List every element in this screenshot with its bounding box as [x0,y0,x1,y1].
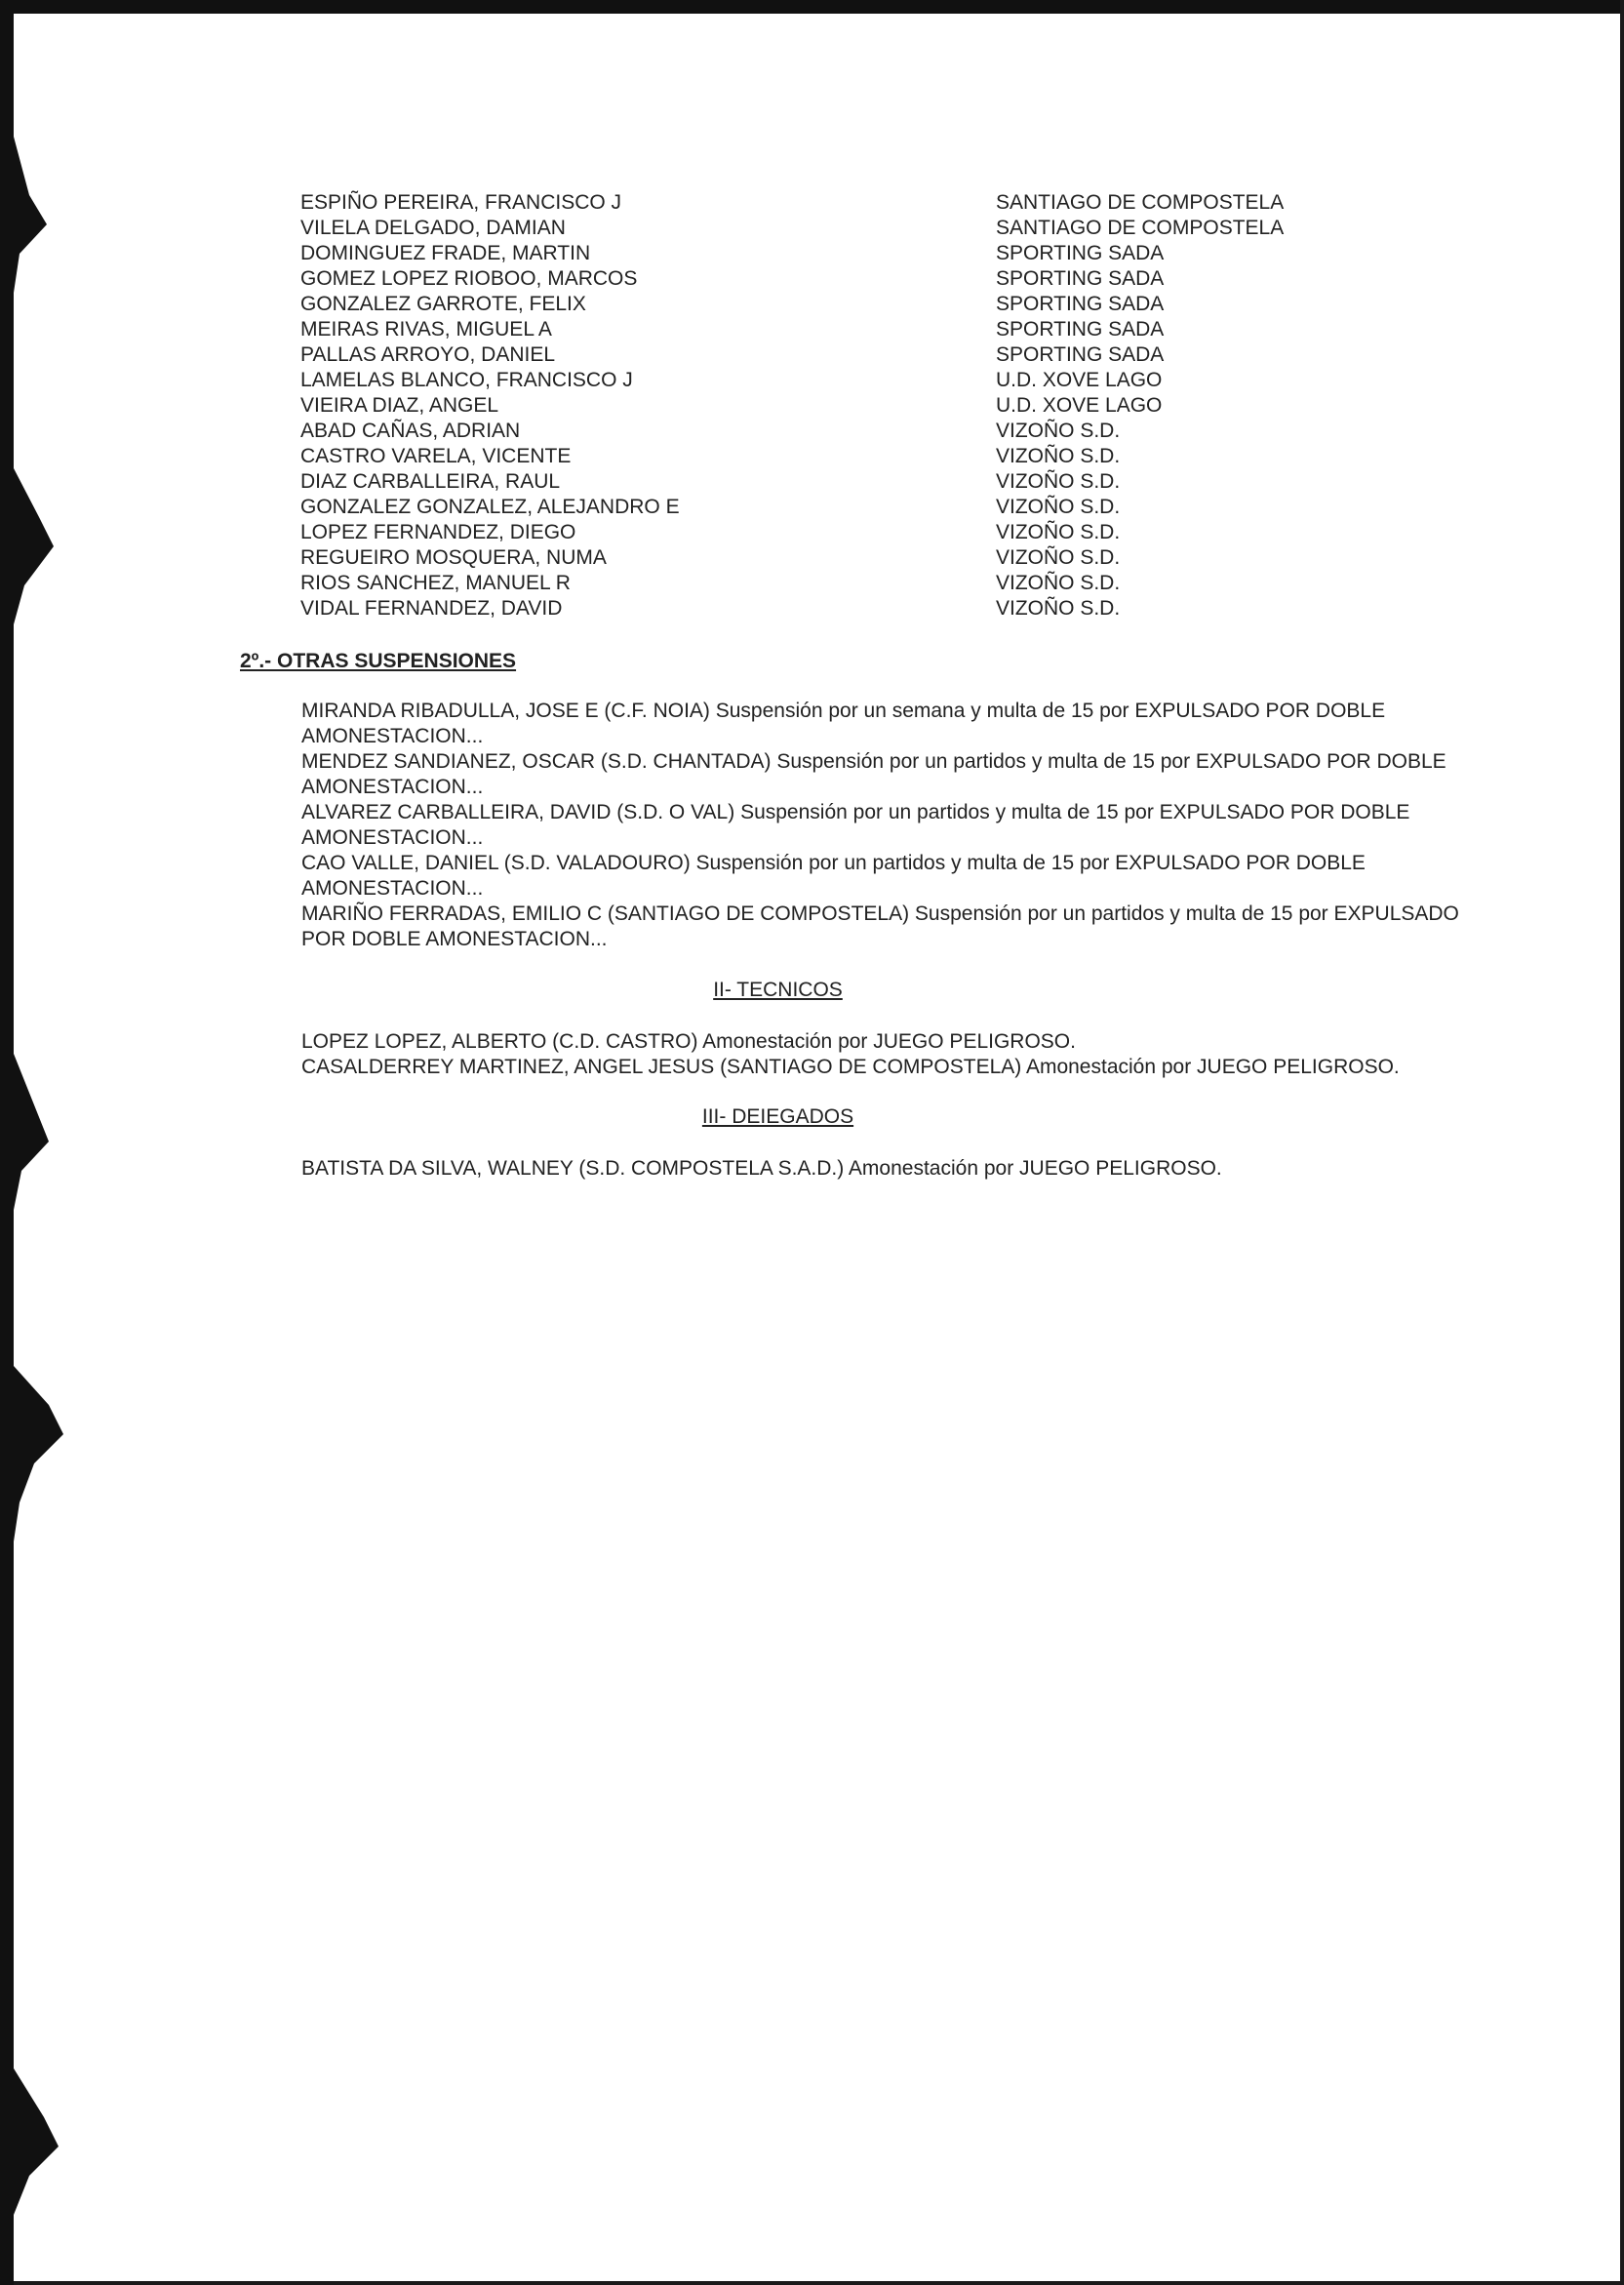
player-club: SANTIAGO DE COMPOSTELA [996,217,1285,239]
player-name: MEIRAS RIVAS, MIGUEL A [300,318,552,341]
delegado-item: BATISTA DA SILVA, WALNEY (S.D. COMPOSTELA S.A.D.) Amonestación por JUEGO PELIGROSO. [301,1157,1222,1180]
player-name: VIDAL FERNANDEZ, DAVID [300,597,563,620]
player-name: VIEIRA DIAZ, ANGEL [300,394,499,417]
player-name: CASTRO VARELA, VICENTE [300,445,572,467]
player-name: DOMINGUEZ FRADE, MARTIN [300,242,591,264]
player-row [300,190,1373,216]
tecnicos-list [301,1029,1569,1080]
player-club: VIZOÑO S.D. [996,420,1121,442]
player-row [300,495,1373,520]
player-name: ESPIÑO PEREIRA, FRANCISCO J [300,191,622,214]
tecnico-item: LOPEZ LOPEZ, ALBERTO (C.D. CASTRO) Amonestación por JUEGO PELIGROSO. [301,1030,1076,1053]
player-row [300,596,1373,621]
tecnico-item: CASALDERREY MARTINEZ, ANGEL JESUS (SANTIAGO DE COMPOSTELA) Amonestación por JUEGO PELIGROSO. [301,1056,1400,1078]
player-name: REGUEIRO MOSQUERA, NUMA [300,546,607,569]
player-name: VILELA DELGADO, DAMIAN [300,217,566,239]
player-name: GOMEZ LOPEZ RIOBOO, MARCOS [300,267,638,290]
player-row [300,393,1373,419]
player-name: LAMELAS BLANCO, FRANCISCO J [300,369,633,391]
suspended-players-list [300,190,1373,621]
player-row [300,241,1373,266]
player-club: VIZOÑO S.D. [996,496,1121,518]
player-club: VIZOÑO S.D. [996,470,1121,493]
player-club: SPORTING SADA [996,293,1165,315]
player-row [300,342,1373,368]
player-club: U.D. XOVE LAGO [996,394,1163,417]
player-row [300,292,1373,317]
player-row [300,469,1373,495]
delegados-list [301,1156,1569,1182]
player-name: GONZALEZ GARROTE, FELIX [300,293,586,315]
player-name: DIAZ CARBALLEIRA, RAUL [300,470,561,493]
suspension-item: CAO VALLE, DANIEL (S.D. VALADOURO) Suspensión por un partidos y multa de 15 por EXPULSADO POR DOBLE AMONESTACION... [301,852,1366,900]
player-name: PALLAS ARROYO, DANIEL [300,343,556,366]
section-title-otras-suspensiones: 2º.- OTRAS SUSPENSIONES [240,650,517,672]
section-title-delegados: III- DEIEGADOS [701,1105,854,1128]
player-club: VIZOÑO S.D. [996,546,1121,569]
suspension-item: MIRANDA RIBADULLA, JOSE E (C.F. NOIA) Suspensión por un semana y multa de 15 por EXPULSADO POR DOBLE AMONESTACION... [301,700,1386,747]
player-row [300,545,1373,571]
player-club: VIZOÑO S.D. [996,572,1121,594]
player-row [300,571,1373,596]
suspension-item: ALVAREZ CARBALLEIRA, DAVID (S.D. O VAL) Suspensión por un partidos y multa de 15 por EXPULSADO POR DOBLE AMONESTACION... [301,801,1410,849]
suspension-item: MENDEZ SANDIANEZ, OSCAR (S.D. CHANTADA) Suspensión por un partidos y multa de 15 por EXPULSADO POR DOBLE AMONESTACION... [301,750,1446,798]
player-club: SPORTING SADA [996,267,1165,290]
player-row [300,419,1373,444]
player-row [300,368,1373,393]
player-name: GONZALEZ GONZALEZ, ALEJANDRO E [300,496,680,518]
player-club: SPORTING SADA [996,242,1165,264]
player-row [300,216,1373,241]
player-row [300,266,1373,292]
player-club: VIZOÑO S.D. [996,445,1121,467]
player-club: VIZOÑO S.D. [996,521,1121,543]
section-title-tecnicos: II- TECNICOS [713,979,843,1001]
player-club: SPORTING SADA [996,318,1165,341]
player-row [300,317,1373,342]
player-name: LOPEZ FERNANDEZ, DIEGO [300,521,576,543]
suspension-item: MARIÑO FERRADAS, EMILIO C (SANTIAGO DE COMPOSTELA) Suspensión por un partidos y multa de 15 por EXPULSADO POR DOBLE AMONESTACION... [301,902,1459,950]
player-row [300,444,1373,469]
player-club: U.D. XOVE LAGO [996,369,1163,391]
player-club: VIZOÑO S.D. [996,597,1121,620]
player-name: ABAD CAÑAS, ADRIAN [300,420,521,442]
player-name: RIOS SANCHEZ, MANUEL R [300,572,571,594]
otras-suspensiones-list [301,699,1501,952]
player-club: SPORTING SADA [996,343,1165,366]
player-row [300,520,1373,545]
player-club: SANTIAGO DE COMPOSTELA [996,191,1285,214]
